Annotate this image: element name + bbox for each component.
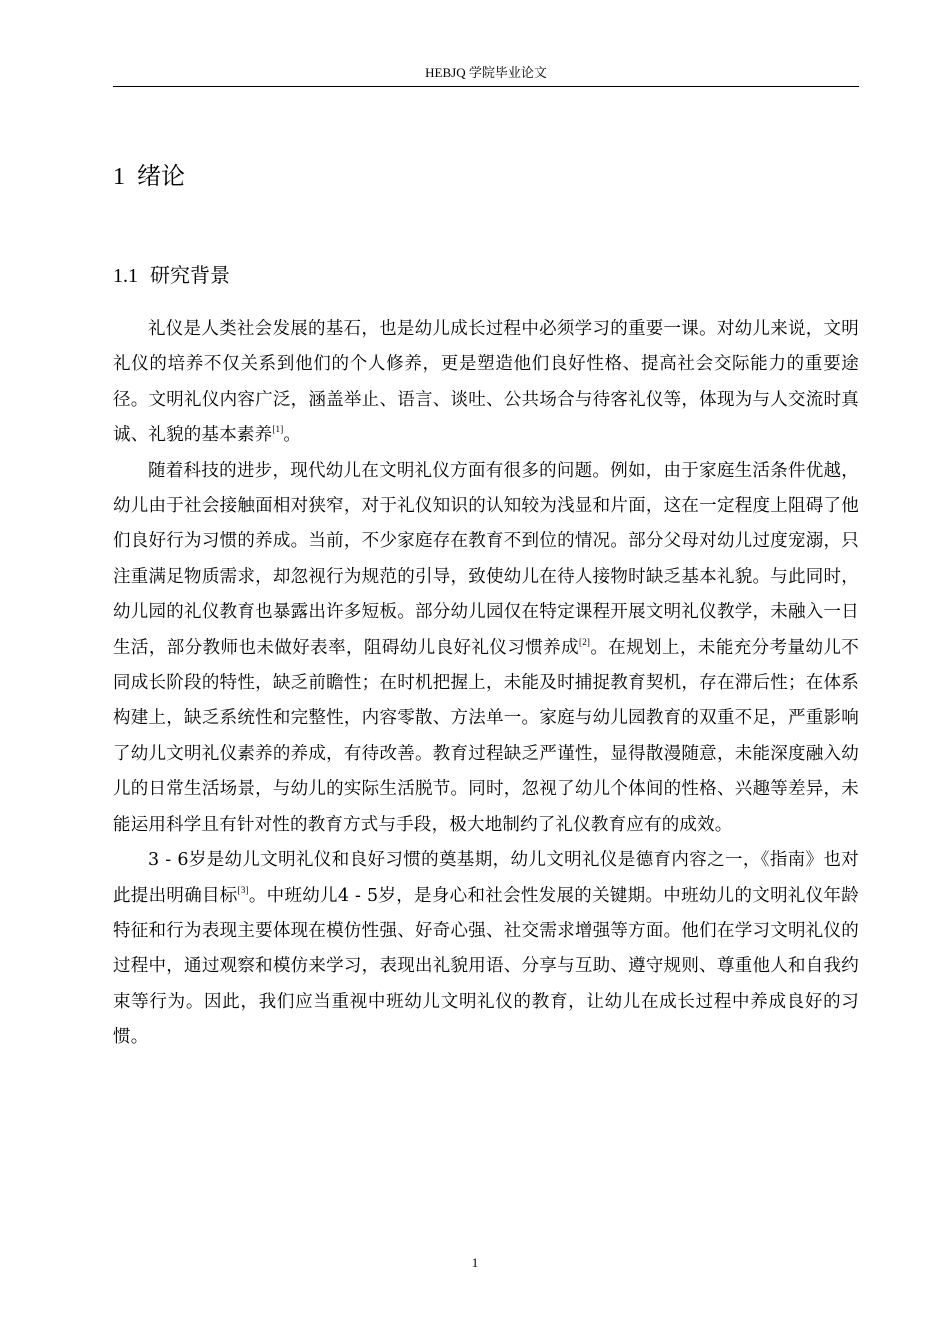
paragraph-text: 随着科技的进步，现代幼儿在文明礼仪方面有很多的问题。例如，由于家庭生活条件优越，幼儿由于社会接触面相对狭窄，对于礼仪知识的认知较为浅显和片面，这在一定程度上阻碍了他们良好行为习惯的养成。当前，不少家庭存在教育不到位的情况。部分父母对幼儿过度宠溺，只注重满足物质需求，却忽视行为规范的引导，致使幼儿在待人接物时缺乏基本礼貌。与此同时，幼儿园的礼仪教育也暴露出许多短板。部分幼儿园仅在特定课程开展文明礼仪教学，未融入一日生活，部分教师也未做好表率，阻碍幼儿良好礼仪习惯养成 — [113, 460, 859, 658]
page-header: HEBJQ 学院毕业论文 — [425, 65, 547, 80]
paragraph-text: 。中班幼儿4 - 5岁，是身心和社会性发展的关键期。中班幼儿的文明礼仪年龄特征和行为表现主要体现在模仿性强、好奇心强、社交需求增强等方面。他们在学习文明礼仪的过程中，通过观察和模仿来学习，表现出礼貌用语、分享与互助、遵守规则、尊重他人和自我约束等行为。因此，我们应当重视中班幼儿文明礼仪的教育，让幼儿在成长过程中养成良好的习惯。 — [113, 885, 859, 1048]
section-title: 研究背景 — [150, 263, 230, 287]
chapter-title: 绪论 — [137, 162, 185, 190]
citation-ref: [3] — [237, 884, 249, 895]
citation-ref: [1] — [272, 424, 284, 435]
paragraph-text: 礼仪是人类社会发展的基石，也是幼儿成长过程中必须学习的重要一课。对幼儿来说，文明礼仪的培养不仅关系到他们的个人修养，更是塑造他们良好性格、提高社会交际能力的重要途径。文明礼仪内容广泛，涵盖举止、语言、谈吐、公共场合与待客礼仪等，体现为与人交流时真诚、礼貌的基本素养 — [113, 319, 859, 446]
paragraph-text: 3 - 6岁是幼儿文明礼仪和良好习惯的奠基期，幼儿文明礼仪是德育内容之一，《指南》也对此提出明确目标 — [113, 850, 859, 906]
citation-ref: [2] — [579, 636, 591, 647]
chapter-number: 1 — [113, 164, 125, 190]
paragraph — [113, 843, 859, 1055]
paragraph — [113, 312, 859, 454]
body-text — [113, 312, 859, 1056]
section-number: 1.1 — [113, 265, 138, 287]
section-heading — [113, 261, 230, 290]
header-divider — [113, 86, 859, 87]
paragraph-text: 。 — [283, 425, 302, 446]
chapter-heading — [113, 160, 185, 193]
paragraph — [113, 454, 859, 843]
paragraph-text: 。在规划上，未能充分考量幼儿不同成长阶段的特性，缺乏前瞻性；在时机把握上，未能及时捕捉教育契机，存在滞后性；在体系构建上，缺乏系统性和完整性，内容零散、方法单一。家庭与幼儿园教育的双重不足，严重影响了幼儿文明礼仪素养的养成，有待改善。教育过程缺乏严谨性，显得散漫随意，未能深度融入幼儿的日常生活场景，与幼儿的实际生活脱节。同时，忽视了幼儿个体间的性格、兴趣等差异，未能运用科学且有针对性的教育方式与手段，极大地制约了礼仪教育应有的成效。 — [113, 637, 860, 835]
page-number: 1 — [471, 1255, 479, 1270]
